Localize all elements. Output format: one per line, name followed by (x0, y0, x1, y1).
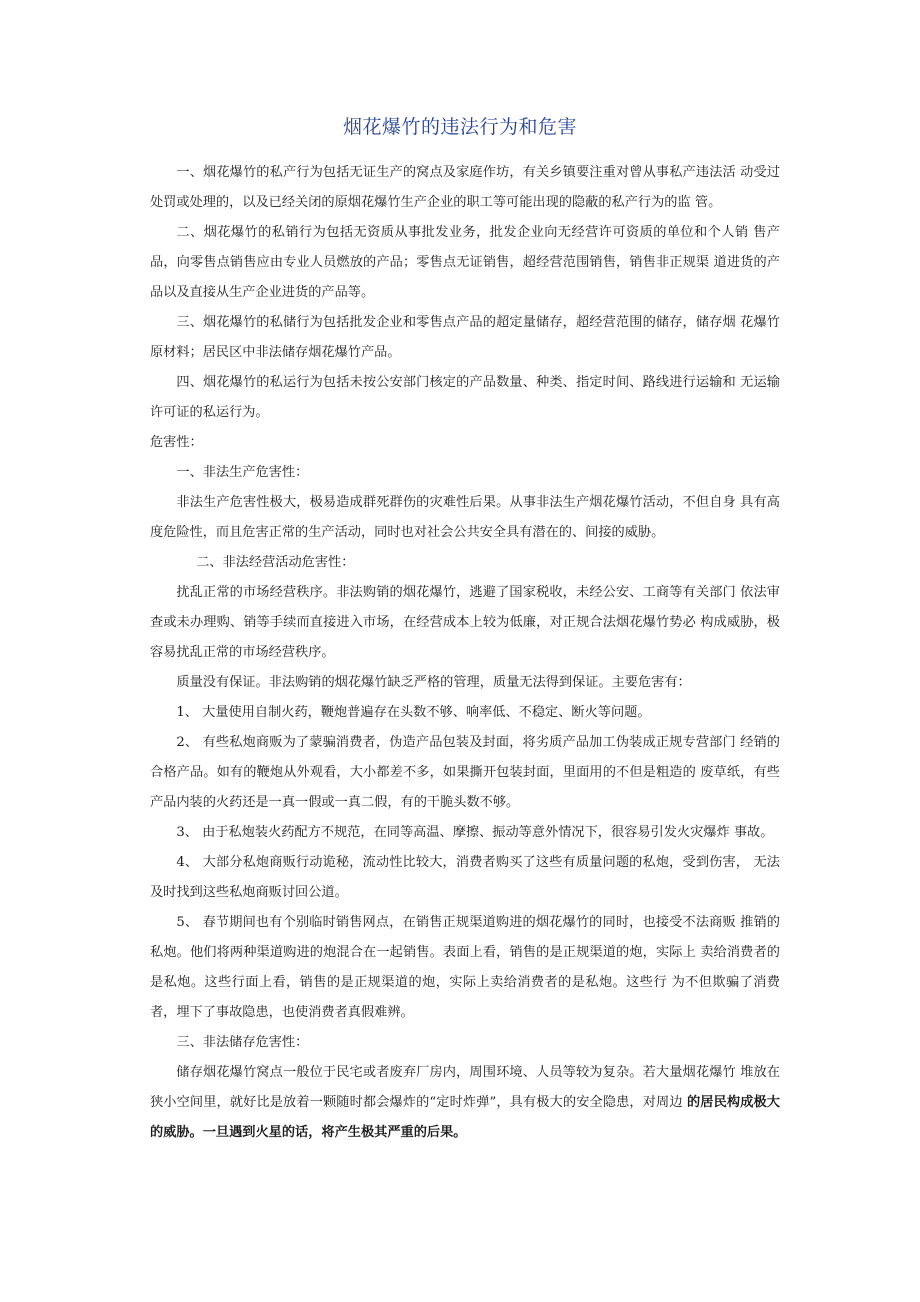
document-title: 烟花爆竹的违法行为和危害 (342, 116, 577, 138)
paragraph-private-sales: 二、烟花爆竹的私销行为包括无资质从事批发业务，批发企业向无经营许可资质的单位和个人销 售产品，向零售点销售应由专业人员燃放的产品；零售点无证销售，超经营范围销售，销售非正规渠 道进货的产品以及直接从生产企业进货的产品等。 (150, 225, 780, 300)
subheading-illegal-business: 二、非法经营活动危害性： (196, 555, 355, 570)
storage-hazard-bold-text: 的居民构成极大的威胁。一旦遇到火星的话，将产生极其严重的后果。 (150, 1095, 780, 1140)
paragraph-market-disruption: 扰乱正常的市场经营秩序。非法购销的烟花爆竹，逃避了国家税收，未经公安、工商等有关部门 依法审查或未办理购、销等手续而直接进入市场，在经营成本上较为低廉，对正规合法烟花爆竹势必 构成威胁，极容易扰乱正常的市场经营秩序。 (150, 585, 780, 660)
section-heading-hazards: 危害性： (150, 435, 203, 450)
paragraph-private-storage: 三、烟花爆竹的私储行为包括批发企业和零售点产品的超定量储存，超经营范围的储存，储存烟 花爆竹原材料；居民区中非法储存烟花爆竹产品。 (150, 315, 780, 360)
list-item-5: 5、 春节期间也有个别临时销售网点，在销售正规渠道购进的烟花爆竹的同时，也接受不法商贩 推销的私炮。他们将两种渠道购进的炮混合在一起销售。表面上看，销售的是正规渠道的炮，实际上 卖给消费者的是私炮。这些行面上看，销售的是正规渠道的炮，实际上卖给消费者的是私炮。这些行 为不但欺骗了消费者，埋下了事故隐患，也使消费者真假难辨。 (150, 915, 780, 1020)
list-item-1: 1、 大量使用自制火药，鞭炮普遍存在头数不够、响率低、不稳定、断火等问题。 (176, 705, 651, 720)
paragraph-private-production: 一、烟花爆竹的私产行为包括无证生产的窝点及家庭作坊，有关乡镇要注重对曾从事私产违法活 动受过处罚或处理的，以及已经关闭的原烟花爆竹生产企业的职工等可能出现的隐蔽的私产行为的监 管。 (150, 165, 780, 210)
subheading-illegal-production: 一、非法生产危害性： (176, 465, 309, 480)
paragraph-storage-hazard (150, 1058, 780, 1148)
list-item-4: 4、 大部分私炮商贩行动诡秘，流动性比较大，消费者购买了这些有质量问题的私炮，受到伤害， 无法及时找到这些私炮商贩讨回公道。 (150, 855, 780, 900)
list-item-3: 3、 由于私炮装火药配方不规范，在同等高温、摩擦、振动等意外情况下，很容易引发火灾爆炸 事故。 (176, 825, 774, 840)
subheading-illegal-storage: 三、非法储存危害性： (176, 1035, 309, 1050)
paragraph-production-hazard: 非法生产危害性极大，极易造成群死群伤的灾难性后果。从事非法生产烟花爆竹活动，不但自身 具有高度危险性，而且危害正常的生产活动，同时也对社会公共安全具有潜在的、间接的威胁。 (150, 495, 780, 540)
document-body (150, 158, 780, 1148)
list-item-2: 2、 有些私炮商贩为了蒙骗消费者，伪造产品包装及封面，将劣质产品加工伪装成正规专营部门 经销的合格产品。如有的鞭炮从外观看，大小都差不多，如果撕开包装封面，里面用的不但是粗造的 废草纸，有些产品内装的火药还是一真一假或一真二假，有的干脆头数不够。 (150, 735, 780, 810)
paragraph-private-transport: 四、烟花爆竹的私运行为包括未按公安部门核定的产品数量、种类、指定时间、路线进行运输和 无运输许可证的私运行为。 (150, 375, 780, 420)
storage-hazard-text: 储存烟花爆竹窝点一般位于民宅或者废弃厂房内，周围环境、人员等较为复杂。若大量烟花爆竹 堆放在狭小空间里，就好比是放着一颗随时都会爆炸的“定时炸弹”，具有极大的安全隐患，对周边 (150, 1065, 780, 1110)
paragraph-quality-issue: 质量没有保证。非法购销的烟花爆竹缺乏严格的管理，质量无法得到保证。主要危害有： (176, 675, 691, 690)
